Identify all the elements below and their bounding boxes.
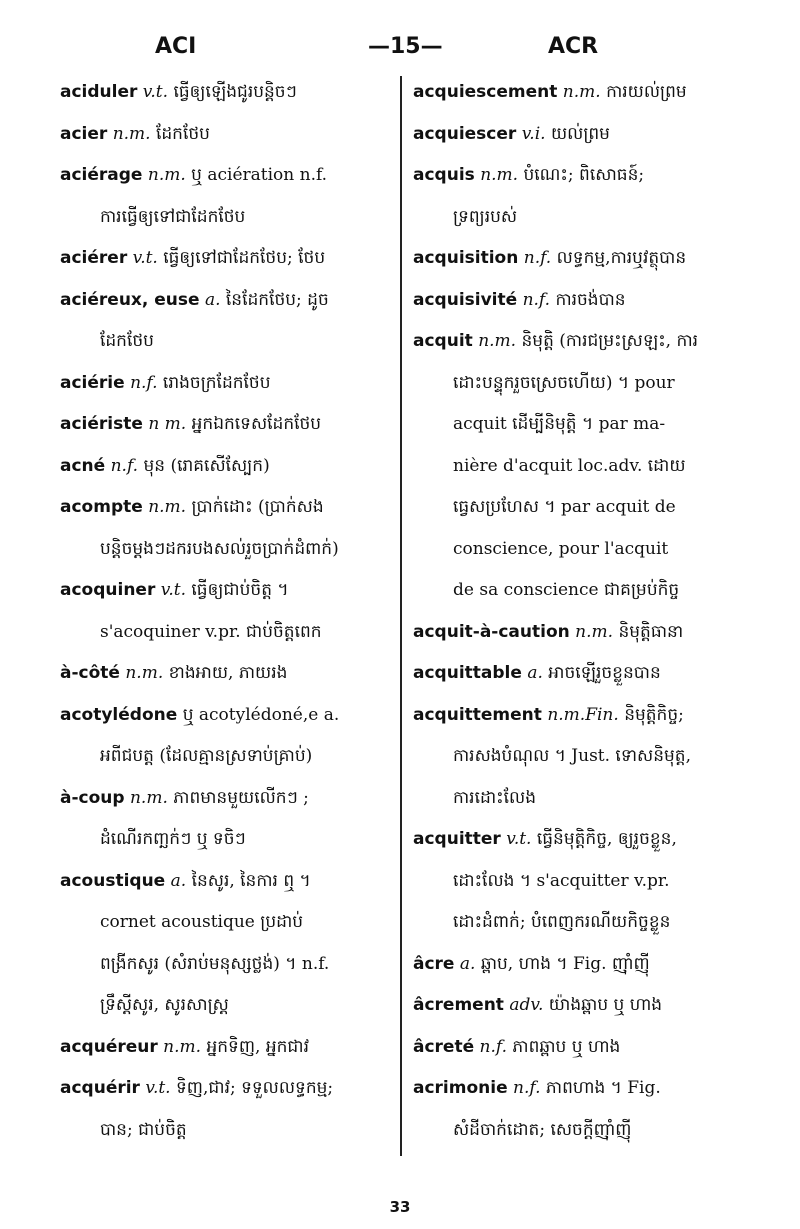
running-header	[0, 28, 800, 68]
headword: âcrement	[413, 995, 504, 1015]
grammar-label: adv.	[509, 995, 544, 1015]
dictionary-entry	[60, 238, 390, 280]
dictionary-entry	[413, 238, 743, 280]
grammar-label: n.m.	[112, 123, 151, 144]
headword: acquéreur	[60, 1036, 158, 1057]
dictionary-entry	[413, 653, 743, 695]
headword: aciérie	[60, 372, 125, 393]
dictionary-entry	[60, 487, 390, 529]
definition: និមុត្តិ (ការជម្រះស្រឡះ, ការ	[521, 331, 699, 351]
definition-continuation: ដោះដំពាក់; បំពេញករណីយកិច្ចខ្លួន	[453, 912, 671, 932]
dictionary-entry	[413, 114, 743, 156]
definition: ភាពហាង ។ Fig.	[545, 1078, 661, 1098]
dictionary-entry	[60, 1068, 390, 1110]
headword: acquiescer	[413, 123, 517, 144]
definition-continuation: ការដោះលែង	[453, 787, 537, 808]
definition: បំណេះ; ពិសោធន៍;	[523, 165, 645, 185]
grammar-label: n.m.	[562, 82, 601, 102]
definition-continuation: ដែកថែប	[100, 331, 154, 351]
definition-continuation: ពង្រីកសូរ (សំរាប់មនុស្សថ្លង់) ។ n.f.	[100, 953, 330, 974]
grammar-label: n.f.	[523, 248, 552, 268]
headword: aciéreux, euse	[60, 289, 200, 310]
definition-continuation: ការសងបំណុល ។ Just. ទោសនិមុត្ត,	[453, 746, 691, 766]
page-number: —15—	[368, 34, 443, 59]
dictionary-entry	[60, 861, 390, 903]
definition: ឬ aciération n.f.	[191, 165, 328, 185]
headword: aciduler	[60, 82, 138, 102]
definition-continuation: ដោះលែង ។ s'acquitter v.pr.	[453, 870, 670, 891]
definition: ធ្វើឲ្យឡើងជូរបន្តិចៗ	[173, 82, 297, 102]
definition-continuation: អពីជបត្ត (ដែលគ្មានស្រទាប់គ្រាប់)	[100, 746, 313, 766]
headword: à-coup	[60, 787, 125, 808]
grammar-label: v.t.	[142, 82, 169, 102]
definition-continuation: nière d'acquit loc.adv. ដោយ	[453, 455, 686, 476]
headword: acotylédone	[60, 704, 178, 725]
grammar-label: n.f.	[522, 289, 551, 310]
grammar-label: v.t.	[160, 580, 186, 600]
footer-folio: 33	[389, 1198, 411, 1216]
dictionary-entry	[60, 446, 390, 488]
grammar-label: a.	[527, 663, 543, 683]
headword: acoquiner	[60, 580, 156, 600]
dictionary-entry	[60, 363, 390, 405]
grammar-label: a.	[204, 289, 221, 310]
definition-continuation: ដោះបន្ទុករួចស្រេចហើយ) ។ pour	[453, 372, 675, 393]
dictionary-entry	[60, 114, 390, 156]
definition: ធ្វើនិមុត្តិកិច្ច, ឲ្យរួចខ្លួន,	[536, 829, 677, 849]
definition: លទ្ធកម្ម,ការឬវត្ថុបាន	[556, 248, 687, 268]
definition: ប្រាក់ដោះ (ប្រាក់សង	[191, 497, 324, 517]
dictionary-entry	[413, 155, 743, 197]
definition-continuation: de sa conscience ជាគម្រប់កិច្ច	[453, 580, 680, 600]
definition: និមុត្តិកិច្ច;	[624, 704, 684, 725]
definition-continuation: បាន; ជាប់ចិត្ត	[100, 1119, 187, 1140]
dictionary-entry	[413, 1027, 743, 1069]
definition: ធ្វើឲ្យជាប់ចិត្ត ។	[191, 580, 289, 600]
definition-continuation: ទ្រព្យរបស់	[453, 206, 518, 227]
definition: អ្នកឯកទេសដែកថែប	[191, 414, 322, 434]
definition-continuation: ដំណើរកញ្ឆក់ៗ ឬ ទចិៗ	[100, 829, 246, 849]
grammar-label: n.f.	[110, 455, 139, 476]
dictionary-entry	[60, 72, 390, 114]
dictionary-entry	[413, 72, 743, 114]
dictionary-entry	[413, 695, 743, 737]
definition: រោងចក្រដែកថែប	[162, 372, 271, 393]
definition: អ្នកទិញ, អ្នកជាវ	[206, 1036, 309, 1057]
definition-continuation: acquit ដើម្បីនិមុត្តិ ។ par ma-	[453, 414, 666, 434]
definition: អាចឡើរួចខ្លួនបាន	[548, 663, 661, 683]
headword: acquittable	[413, 663, 522, 683]
headword: acquittement	[413, 704, 542, 725]
headword: acquis	[413, 165, 475, 185]
dictionary-entry	[60, 404, 390, 446]
dictionary-entry	[413, 321, 743, 363]
headword: à-côté	[60, 663, 120, 683]
dictionary-entry	[413, 612, 743, 654]
grammar-label: n.m.	[125, 663, 164, 683]
dictionary-entry	[60, 1027, 390, 1069]
dictionary-entry	[413, 819, 743, 861]
headword: acquérir	[60, 1078, 140, 1098]
right-column	[413, 72, 743, 1151]
definition-continuation: cornet acoustique ប្រដាប់	[100, 912, 304, 932]
grammar-label: n.m.	[148, 497, 187, 517]
grammar-label: n.m.	[480, 165, 519, 185]
headword: acquisivité	[413, 289, 518, 310]
definition: និមុត្តិធានា	[618, 621, 684, 642]
headword: acrimonie	[413, 1078, 508, 1098]
definition-continuation: s'acoquiner v.pr. ជាប់ចិត្តពេក	[100, 621, 322, 642]
dictionary-entry	[60, 778, 390, 820]
definition: ការចង់បាន	[555, 289, 626, 310]
definition: ទិញ,ជាវ; ទទួលលទ្ធកម្ម;	[176, 1078, 334, 1098]
headword: acné	[60, 455, 106, 476]
definition: ធ្វើឲ្យទៅជាដែកថែប; ថែប	[163, 248, 326, 268]
grammar-label: n.m.	[163, 1036, 202, 1057]
definition: ខាងអាយ, ភាយរង	[168, 663, 288, 683]
guide-word-right: ACR	[548, 34, 599, 59]
definition: ដែកថែប	[156, 123, 210, 144]
grammar-label: v.i.	[521, 123, 546, 144]
grammar-label: n.m.Fin.	[547, 704, 619, 725]
definition: ភាពមានមួយលើកៗ ;	[173, 787, 309, 808]
definition-continuation: ធ្វេសប្រហែស ។ par acquit de	[453, 497, 676, 517]
definition: នៃដែកថែប; ដូច	[225, 289, 329, 310]
left-column	[60, 72, 390, 1151]
grammar-label: n m.	[148, 414, 187, 434]
definition: ការយល់ព្រម	[606, 82, 687, 102]
grammar-label: n.m.	[129, 787, 168, 808]
grammar-label: v.t.	[132, 248, 158, 268]
headword: acquit-à-caution	[413, 621, 570, 642]
dictionary-entry	[413, 1068, 743, 1110]
headword: acier	[60, 123, 108, 144]
headword: aciériste	[60, 414, 143, 434]
headword: âcreté	[413, 1036, 475, 1057]
definition-continuation: សំដីចាក់ដោត; សេចក្ដីញ៉ាំញ៉ី	[453, 1119, 632, 1140]
guide-word-left: ACI	[155, 34, 197, 59]
headword: aciérage	[60, 165, 143, 185]
definition: នៃសូរ, នៃការ ឮ ។	[191, 870, 311, 891]
definition-continuation: conscience, pour l'acquit	[453, 538, 669, 559]
definition: ឆ្ពាប, ហាង ។ Fig. ញ៉ាំញ៉ី	[480, 953, 650, 974]
column-divider	[400, 76, 402, 1156]
dictionary-entry	[60, 695, 390, 737]
definition: ភាពឆ្ពាប ឬ ហាង	[512, 1036, 621, 1057]
definition-continuation: ទ្រឹស្ដីសូរ, សូរសាស្ត្រ	[100, 995, 229, 1015]
grammar-label: n.f.	[479, 1036, 507, 1057]
grammar-label: n.m.	[147, 165, 186, 185]
dictionary-entry	[413, 944, 743, 986]
grammar-label: n.f.	[513, 1078, 541, 1098]
definition-continuation: បន្តិចម្ដងៗដករបងសល់រួចប្រាក់ដំពាក់)	[100, 538, 339, 559]
dictionary-entry	[60, 570, 390, 612]
grammar-label: a.	[170, 870, 187, 891]
headword: acquiescement	[413, 82, 558, 102]
grammar-label: n.f.	[130, 372, 158, 393]
dictionary-entry	[60, 653, 390, 695]
grammar-label: n.m.	[575, 621, 614, 642]
headword: acquitter	[413, 829, 501, 849]
headword: aciérer	[60, 248, 128, 268]
headword: âcre	[413, 953, 455, 974]
grammar-label: v.t.	[506, 829, 532, 849]
grammar-label: a.	[459, 953, 476, 974]
definition: មុន (រោគសើស្បែក)	[143, 455, 270, 476]
dictionary-entry	[413, 985, 743, 1027]
grammar-label: v.t.	[145, 1078, 171, 1098]
headword: acompte	[60, 497, 143, 517]
dictionary-entry	[413, 280, 743, 322]
definition-continuation: ការធ្វើឲ្យទៅជាដែកថែប	[100, 206, 246, 227]
headword: acquit	[413, 331, 473, 351]
headword: acoustique	[60, 870, 166, 891]
definition: ឬ acotylédoné,e a.	[182, 704, 340, 725]
dictionary-entry	[60, 280, 390, 322]
definition: យល់ព្រម	[550, 123, 610, 144]
dictionary-entry	[60, 155, 390, 197]
definition: យ៉ាងឆ្ពាប ឬ ហាង	[548, 995, 663, 1015]
grammar-label: n.m.	[478, 331, 517, 351]
headword: acquisition	[413, 248, 519, 268]
